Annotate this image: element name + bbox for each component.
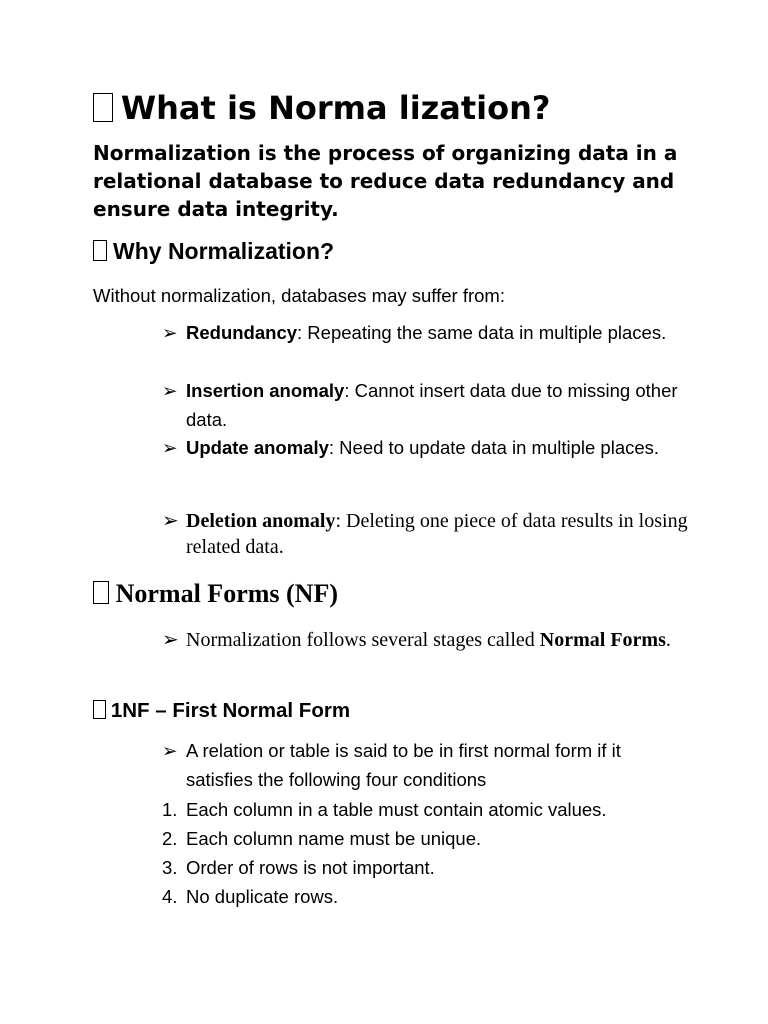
- condition-number: 3.: [162, 857, 178, 878]
- normal-forms-period: .: [665, 629, 671, 651]
- anomaly-term: Insertion anomaly: [186, 380, 345, 401]
- first-nf-heading-text: 1NF – First Normal Form: [110, 699, 351, 722]
- anomaly-term: Update anomaly: [186, 437, 329, 458]
- condition-item: [162, 882, 338, 911]
- condition-item: [162, 824, 481, 853]
- condition-number: 1.: [162, 799, 178, 820]
- bullet-arrow-icon: ➢: [162, 437, 178, 458]
- normal-forms-bullet: [162, 628, 682, 653]
- bullet-arrow-icon: ➢: [162, 629, 179, 651]
- anomaly-term: Redundancy: [186, 322, 298, 343]
- anomaly-item-deletion: [162, 508, 692, 560]
- condition-item: [162, 853, 435, 882]
- missing-glyph-icon: [93, 581, 109, 604]
- missing-glyph-icon: [93, 93, 113, 122]
- anomaly-text: : Deleting one piece of data results in losing related data.: [186, 510, 688, 558]
- condition-text: Each column in a table must contain atomic values.: [186, 799, 607, 820]
- condition-text: No duplicate rows.: [186, 886, 339, 907]
- missing-glyph-icon: [93, 700, 106, 718]
- main-heading: [93, 88, 550, 128]
- missing-glyph-icon: [93, 240, 107, 261]
- main-heading-text: What is Norma lization?: [120, 89, 551, 127]
- why-heading-text: Why Normalization?: [113, 238, 335, 264]
- anomaly-text: : Repeating the same data in multiple places.: [297, 322, 667, 343]
- condition-number: 4.: [162, 886, 178, 907]
- normal-forms-text: Normalization follows several stages called: [186, 629, 540, 651]
- condition-number: 2.: [162, 828, 178, 849]
- bullet-arrow-icon: ➢: [162, 322, 178, 343]
- anomaly-text: : Need to update data in multiple places.: [328, 437, 660, 458]
- normal-forms-heading-text: Normal Forms (NF): [115, 579, 338, 608]
- bullet-arrow-icon: ➢: [162, 380, 178, 401]
- first-nf-bullet: [162, 736, 692, 794]
- anomaly-item-redundancy: [162, 318, 692, 347]
- intro-paragraph: Normalization is the process of organizing data in a relational database to reduce data redundancy and ensure data integrity.: [93, 141, 678, 221]
- why-lead: Without normalization, databases may suffer from:: [93, 285, 505, 306]
- bullet-arrow-icon: ➢: [162, 740, 178, 761]
- condition-text: Order of rows is not important.: [186, 857, 435, 878]
- condition-text: Each column name must be unique.: [186, 828, 482, 849]
- anomaly-text: : Cannot insert data due to missing other data.: [186, 380, 678, 430]
- why-heading: [93, 235, 334, 267]
- condition-item: [162, 795, 607, 824]
- first-nf-heading: [93, 697, 350, 725]
- anomaly-item-insertion: [162, 376, 692, 434]
- normal-forms-term: Normal Forms: [539, 629, 666, 651]
- first-nf-text: A relation or table is said to be in first normal form if it satisfies the following four conditions: [186, 740, 621, 790]
- normal-forms-heading: [93, 577, 338, 611]
- anomaly-term: Deletion anomaly: [186, 510, 336, 532]
- anomaly-item-update: [162, 433, 692, 462]
- bullet-arrow-icon: ➢: [162, 510, 179, 532]
